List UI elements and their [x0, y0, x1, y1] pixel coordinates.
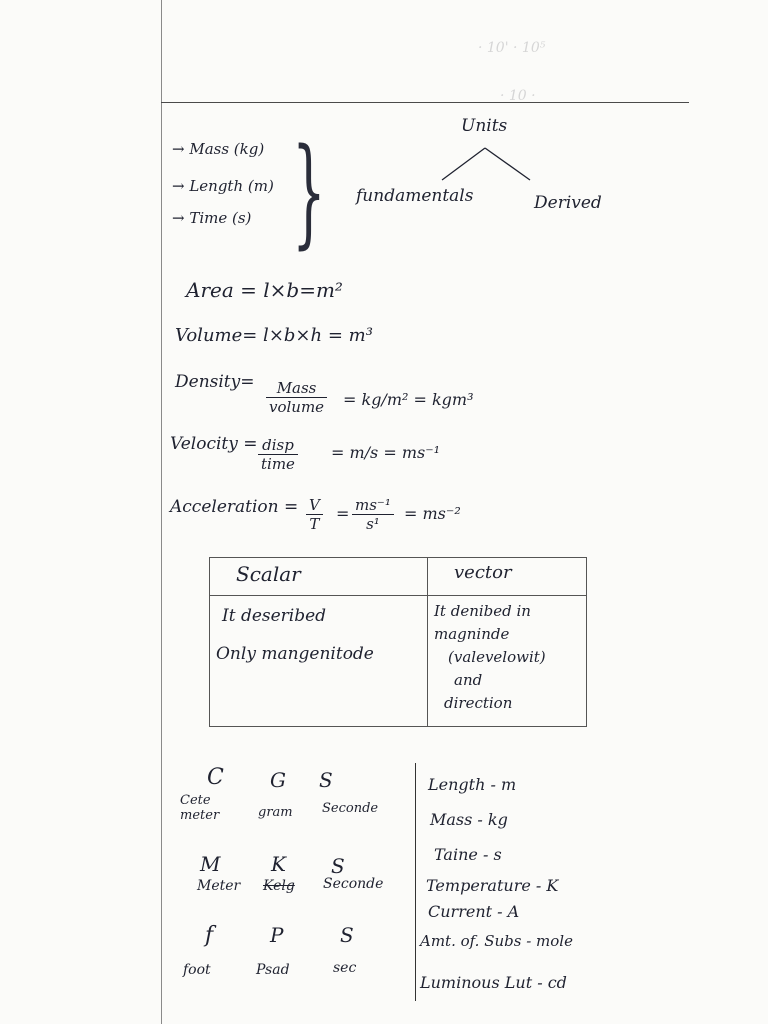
units-derived-label: Derived	[534, 193, 602, 213]
scalar-header	[210, 558, 428, 596]
system-word: foot	[183, 962, 211, 978]
density-units: = kg/m² = kgm³	[343, 390, 474, 409]
system-word: Meter	[197, 878, 241, 894]
header-rule	[161, 102, 689, 103]
acceleration-denominator: T	[309, 515, 320, 533]
margin-line	[161, 0, 162, 1024]
system-letter: f	[205, 923, 214, 948]
acceleration-numerator: V	[309, 496, 320, 514]
units-fundamentals-label: fundamentals	[356, 186, 474, 206]
density-label: Density=	[175, 372, 255, 392]
vector-line: direction	[444, 694, 513, 712]
bleed-through-text: · 10 ·	[500, 88, 536, 104]
si-unit-item: Amt. of. Subs - mole	[420, 932, 573, 950]
vector-line: It denibed in	[434, 602, 531, 620]
acceleration-units: = ms⁻²	[404, 504, 461, 523]
curly-brace: }	[292, 122, 326, 260]
fundamental-item: → Time (s)	[172, 209, 252, 227]
system-letter: M	[200, 852, 221, 876]
units-root-label: Units	[461, 116, 508, 136]
system-letter: S	[319, 768, 333, 792]
si-unit-item: Temperature - K	[426, 876, 559, 895]
si-unit-item: Taine - s	[434, 845, 502, 864]
velocity-label: Velocity =	[170, 434, 258, 454]
system-letter: C	[207, 765, 224, 790]
system-letter: S	[340, 923, 354, 947]
system-letter: S	[331, 854, 345, 878]
scalar-header-text: Scalar	[236, 562, 301, 586]
acceleration-fraction	[306, 496, 323, 533]
si-unit-item: Mass - kg	[430, 810, 508, 829]
scalar-line: Only mangenitode	[216, 644, 374, 664]
vector-line: and	[454, 671, 483, 689]
acceleration-equals: =	[336, 504, 350, 523]
area-formula: Area = l×b=m²	[186, 278, 343, 302]
system-word: Cete meter	[180, 793, 220, 823]
density-numerator: Mass	[276, 379, 317, 397]
vector-line: magninde	[434, 625, 510, 643]
scalar-vector-table	[209, 557, 587, 727]
velocity-denominator: time	[261, 455, 295, 473]
acceleration-label: Acceleration =	[170, 497, 299, 517]
units-tree-branches	[430, 140, 540, 190]
system-letter: K	[271, 852, 286, 876]
si-unit-item: Luminous Lut - cd	[420, 973, 567, 992]
scalar-line: It deseribed	[222, 606, 327, 626]
fundamental-item: → Length (m)	[172, 177, 274, 195]
system-letter: P	[270, 923, 284, 947]
system-word: Kelg	[263, 878, 295, 894]
velocity-fraction	[258, 436, 298, 473]
vector-description	[428, 596, 587, 727]
acceleration-denominator-2: s¹	[366, 515, 380, 533]
si-unit-item: Current - A	[428, 902, 520, 921]
scalar-description	[210, 596, 428, 727]
vector-line: (valevelowit)	[448, 648, 546, 666]
volume-formula: Volume= l×b×h = m³	[175, 325, 373, 346]
vector-header	[428, 558, 587, 596]
system-word: Seconde	[322, 801, 379, 816]
fundamental-item: → Mass (kg)	[172, 140, 265, 158]
si-unit-item: Length - m	[428, 775, 517, 794]
acceleration-fraction-2	[352, 496, 394, 533]
acceleration-numerator-2: ms⁻¹	[355, 496, 391, 514]
system-word: sec	[333, 960, 357, 976]
density-denominator: volume	[269, 398, 325, 416]
system-word: Seconde	[323, 876, 384, 892]
bleed-through-text: · 10' · 10⁵	[478, 40, 546, 56]
velocity-units: = m/s = ms⁻¹	[331, 443, 441, 462]
system-word: gram	[258, 805, 293, 820]
system-word: Psad	[256, 962, 290, 978]
vector-header-text: vector	[454, 562, 512, 583]
velocity-numerator: disp	[262, 436, 294, 454]
system-letter: G	[270, 768, 286, 792]
density-fraction	[266, 379, 327, 416]
units-divider	[415, 763, 416, 1001]
